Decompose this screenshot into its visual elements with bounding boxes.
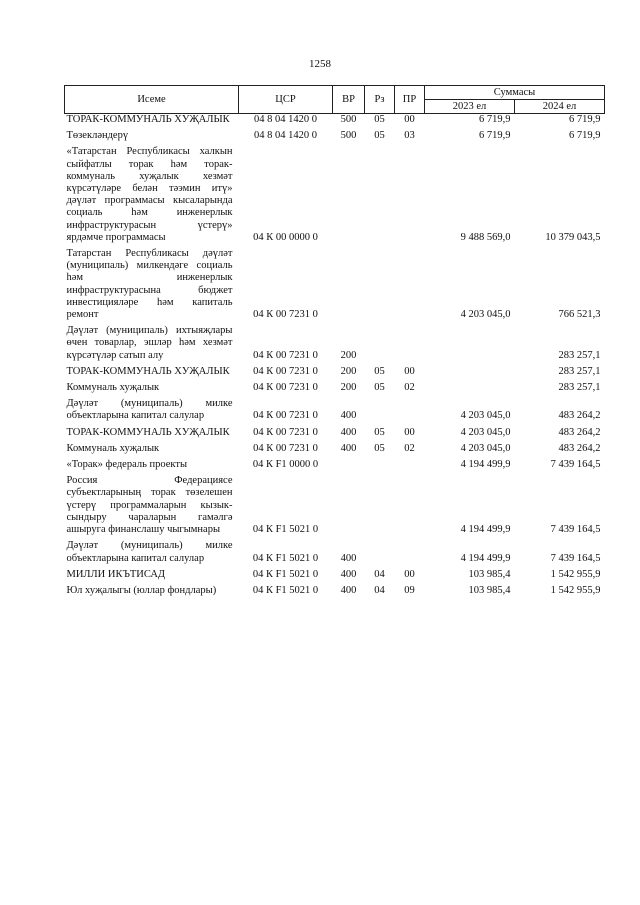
row-csr: 04 К F1 5021 0 — [252, 584, 319, 596]
row-pr: 00 — [404, 114, 415, 125]
row-sum-2024: 10 379 043,5 — [545, 231, 601, 243]
row-rz — [365, 244, 395, 321]
row-sum-2023: 4 194 499,9 — [460, 552, 511, 564]
row-rz: 05 — [374, 130, 385, 142]
row-sum-2023: 9 488 569,0 — [460, 231, 511, 243]
row-rz: 05 — [374, 114, 385, 125]
row-csr: 04 К F1 5021 0 — [252, 568, 319, 580]
row-csr: 04 К F1 5021 0 — [252, 524, 319, 536]
row-sum-2024: 1 542 955,9 — [550, 584, 601, 596]
row-name: Дәүләт (муниципаль) милке объектларына капитал салулар — [66, 540, 233, 564]
row-sum-2023: 6 719,9 — [479, 114, 511, 125]
row-csr: 04 8 04 1420 0 — [254, 114, 317, 125]
table-row — [65, 126, 605, 142]
row-name: ТОРАК-КОММУНАЛЬ ХУҖАЛЫК — [66, 365, 230, 377]
row-vr: 400 — [340, 410, 357, 422]
row-vr — [333, 471, 365, 536]
row-csr: 04 К F1 5021 0 — [252, 552, 319, 564]
row-csr: 04 К 00 7231 0 — [253, 365, 318, 377]
row-sum-2024: 7 439 164,5 — [550, 552, 601, 564]
row-sum-2024: 283 257,1 — [558, 349, 601, 361]
row-pr — [395, 244, 425, 321]
row-name: Дәүләт (муниципаль) милке объектларына капитал салулар — [66, 398, 233, 422]
page-number: 1258 — [309, 58, 331, 70]
row-sum-2023: 103 985,4 — [468, 584, 511, 596]
table-row — [65, 536, 605, 564]
row-pr — [395, 321, 425, 362]
header-vr: ВР — [333, 86, 365, 114]
row-pr — [395, 142, 425, 244]
row-pr: 03 — [404, 130, 415, 142]
row-sum-2023 — [425, 362, 515, 378]
row-pr: 00 — [404, 365, 415, 377]
row-sum-2023 — [425, 321, 515, 362]
row-rz — [365, 536, 395, 564]
row-sum-2024: 6 719,9 — [569, 114, 601, 125]
table-row — [65, 471, 605, 536]
row-vr: 200 — [340, 382, 357, 394]
row-rz: 05 — [374, 426, 385, 438]
row-sum-2023: 4 194 499,9 — [460, 459, 511, 471]
row-name: «Торак» федераль проекты — [66, 459, 188, 471]
row-pr — [395, 455, 425, 471]
row-sum-2023: 4 194 499,9 — [460, 524, 511, 536]
header-year-2023: 2023 ел — [425, 100, 515, 114]
row-vr: 400 — [340, 584, 357, 596]
row-vr — [333, 455, 365, 471]
table-row — [65, 142, 605, 244]
table-row — [65, 114, 605, 127]
row-name: МИЛЛИ ИКЪТИСАД — [66, 568, 166, 580]
row-vr: 400 — [340, 442, 357, 454]
row-name: Юл хуҗалыгы (юллар фондлары) — [66, 584, 217, 596]
budget-table — [64, 85, 605, 597]
table-body — [65, 114, 605, 598]
row-csr: 04 К 00 7231 0 — [253, 410, 318, 422]
header-pr: ПР — [395, 86, 425, 114]
row-sum-2023: 4 203 045,0 — [460, 410, 511, 422]
row-rz — [365, 321, 395, 362]
row-sum-2024: 483 264,2 — [558, 442, 601, 454]
row-name: Коммуналь хуҗалык — [66, 442, 160, 454]
row-csr: 04 К 00 7231 0 — [253, 426, 318, 438]
row-vr — [333, 142, 365, 244]
row-pr: 00 — [404, 568, 415, 580]
row-vr: 200 — [340, 365, 357, 377]
row-pr — [395, 536, 425, 564]
row-sum-2024: 7 439 164,5 — [550, 524, 601, 536]
row-sum-2024: 6 719,9 — [569, 130, 601, 142]
table-header — [65, 86, 605, 114]
header-name: Исеме — [65, 86, 239, 114]
row-pr: 02 — [404, 382, 415, 394]
table-row — [65, 581, 605, 597]
row-vr: 200 — [340, 349, 357, 361]
header-csr: ЦСР — [239, 86, 333, 114]
row-vr — [333, 244, 365, 321]
row-rz — [365, 471, 395, 536]
row-sum-2024: 283 257,1 — [558, 382, 601, 394]
row-rz: 05 — [374, 365, 385, 377]
row-csr: 04 К 00 7231 0 — [253, 309, 318, 321]
row-sum-2024: 483 264,2 — [558, 410, 601, 422]
table-row — [65, 439, 605, 455]
row-sum-2024: 766 521,3 — [558, 309, 601, 321]
row-sum-2023 — [425, 378, 515, 394]
row-csr: 04 К 00 0000 0 — [253, 231, 318, 243]
row-sum-2024: 7 439 164,5 — [550, 459, 601, 471]
row-vr: 400 — [340, 426, 357, 438]
row-pr: 00 — [404, 426, 415, 438]
row-name: «Татарстан Республикасы халкын сыйфатлы торак һәм торак-коммуналь хуҗалык хезмәт күрсәтүләре белән тәэмин итү» дәүләт программасы кысаларында социаль һәм инженерлык инфраструктурасын үстерү» ярдәмче программасы — [66, 146, 233, 243]
row-name: Коммуналь хуҗалык — [66, 382, 160, 394]
table-row — [65, 321, 605, 362]
row-csr: 04 К 00 7231 0 — [253, 382, 318, 394]
row-pr — [395, 471, 425, 536]
row-sum-2024: 1 542 955,9 — [550, 568, 601, 580]
table-row — [65, 394, 605, 422]
table-row — [65, 378, 605, 394]
row-sum-2024: 483 264,2 — [558, 426, 601, 438]
row-rz: 04 — [374, 568, 385, 580]
row-csr: 04 К 00 7231 0 — [253, 349, 318, 361]
row-name: ТОРАК-КОММУНАЛЬ ХУҖАЛЫК — [66, 426, 230, 438]
row-name: Дәүләт (муниципаль) ихтыяҗлары өчен товарлар, эшләр һәм хезмәт күрсәтүләр сатып алу — [66, 325, 233, 361]
table-row — [65, 423, 605, 439]
row-sum-2023: 6 719,9 — [479, 130, 511, 142]
row-name: ТОРАК-КОММУНАЛЬ ХУҖАЛЫК — [66, 114, 230, 125]
row-rz: 04 — [374, 584, 385, 596]
row-sum-2023: 4 203 045,0 — [460, 309, 511, 321]
row-sum-2023: 4 203 045,0 — [460, 442, 511, 454]
header-year-2024: 2024 ел — [515, 100, 605, 114]
row-vr: 400 — [340, 568, 357, 580]
row-name: Төзекләндерү — [66, 130, 129, 142]
row-sum-2023: 103 985,4 — [468, 568, 511, 580]
row-name: Россия Федерациясе субъектларының торак төзелешен үстерү программаларын кызык-сындыру чараларын гамәлгә ашыруга финанслашу чыгымнары — [66, 475, 233, 536]
header-rz: Рз — [365, 86, 395, 114]
row-rz — [365, 394, 395, 422]
row-pr: 09 — [404, 584, 415, 596]
row-pr: 02 — [404, 442, 415, 454]
row-rz — [365, 142, 395, 244]
row-sum-2023: 4 203 045,0 — [460, 426, 511, 438]
row-rz: 05 — [374, 442, 385, 454]
row-rz — [365, 455, 395, 471]
row-vr: 400 — [340, 552, 357, 564]
row-vr: 500 — [340, 130, 357, 142]
row-rz: 05 — [374, 382, 385, 394]
row-csr: 04 К 00 7231 0 — [253, 442, 318, 454]
table-row — [65, 565, 605, 581]
row-pr — [395, 394, 425, 422]
row-csr: 04 К F1 0000 0 — [252, 459, 319, 471]
table-row — [65, 244, 605, 321]
row-sum-2024: 283 257,1 — [558, 365, 601, 377]
row-name: Татарстан Республикасы дәүләт (муниципаль) милкендәге социаль һәм инженерлык инфраструктурасына бюджет инвестицияләре һәм капиталь ремонт — [66, 248, 233, 321]
row-vr: 500 — [340, 114, 357, 125]
table-row — [65, 455, 605, 471]
table-row — [65, 362, 605, 378]
row-csr: 04 8 04 1420 0 — [254, 130, 317, 142]
header-sums: Суммасы — [425, 86, 605, 100]
